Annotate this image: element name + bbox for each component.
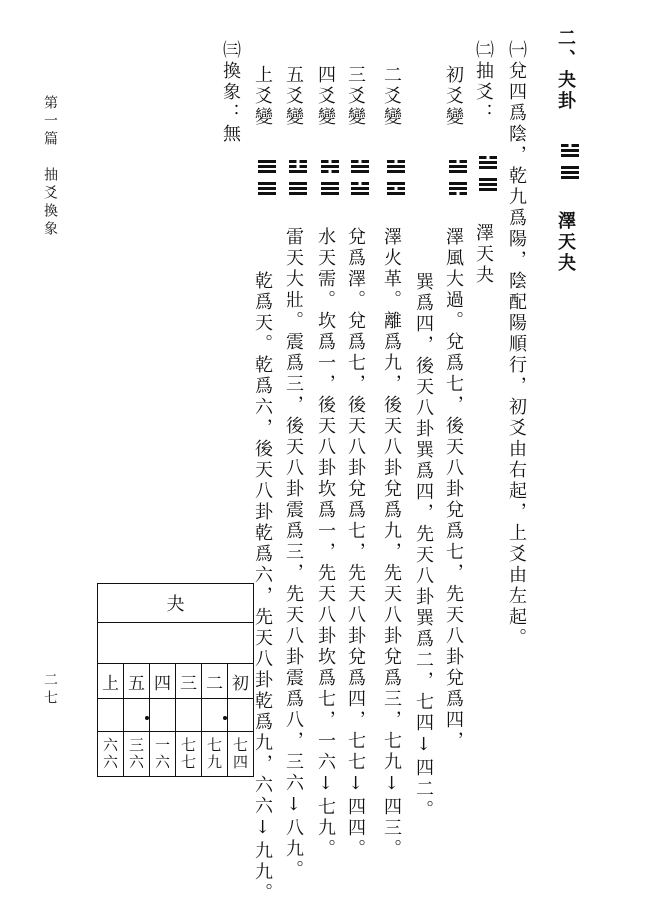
paragraph-2-heading bbox=[473, 40, 497, 286]
hexagram-dui-dui-icon bbox=[351, 158, 369, 197]
change-text: 澤火革。離爲九，後天八卦兌爲九，先天八卦兌爲三，七九↓四三。 bbox=[381, 227, 402, 860]
marker-cell bbox=[202, 699, 228, 732]
position-cell: 二 bbox=[202, 664, 228, 699]
gua-name: 夬卦 bbox=[555, 70, 576, 112]
hexagram-dui-li-icon bbox=[387, 158, 405, 197]
change-label: 初爻變 bbox=[443, 65, 464, 128]
hexagram-dui-qian-icon bbox=[561, 142, 579, 181]
hexagram-zhen-qian-icon bbox=[289, 158, 307, 197]
hexagram-dui-qian-icon bbox=[479, 154, 497, 193]
position-cell: 三 bbox=[176, 664, 202, 699]
marker-cell bbox=[124, 699, 150, 732]
hexagram-qian-qian-icon bbox=[258, 158, 276, 197]
paragraph-marker: ㈢ bbox=[220, 40, 241, 61]
value-cell: 六 六 bbox=[98, 732, 124, 777]
value-cell: 一 六 bbox=[150, 732, 176, 777]
section-heading bbox=[555, 28, 579, 274]
change-line-2 bbox=[381, 65, 405, 860]
value-cell: 三 六 bbox=[124, 732, 150, 777]
marker-cell bbox=[150, 699, 176, 732]
position-cell: 初 bbox=[228, 664, 254, 699]
marker-cell bbox=[98, 699, 124, 732]
value-cell: 七 九 bbox=[202, 732, 228, 777]
change-line-6 bbox=[252, 65, 276, 904]
paragraph-marker: ㈠ bbox=[506, 40, 527, 61]
marker-cell bbox=[176, 699, 202, 732]
paragraph-3 bbox=[220, 40, 240, 145]
change-label: 五爻變 bbox=[283, 65, 304, 128]
change-line-1-cont bbox=[413, 272, 433, 821]
change-text: 乾爲天。乾爲六，後天八卦乾爲六，先天八卦乾爲九，六六↓九九。 bbox=[252, 271, 273, 904]
change-line-5 bbox=[283, 65, 307, 881]
hexagram-title: 澤天夬 bbox=[555, 211, 576, 274]
paragraph-marker: ㈡ bbox=[473, 40, 494, 61]
table-positions-row bbox=[98, 664, 254, 699]
change-line-4 bbox=[315, 65, 339, 860]
part-title: 第一篇 bbox=[42, 95, 58, 149]
table-values-row bbox=[98, 732, 254, 777]
paragraph-text: 兌四爲陰，乾九爲陽，陰配陽順行，初爻由右起，上爻由左起。 bbox=[506, 61, 527, 649]
change-text: 巽爲四，後天八卦巽爲四，先天八卦巽爲二，七四↓四二。 bbox=[413, 272, 434, 821]
marker-cell bbox=[228, 699, 254, 732]
table-marker-row bbox=[98, 699, 254, 732]
paragraph-1 bbox=[506, 40, 526, 649]
position-cell: 五 bbox=[124, 664, 150, 699]
change-text: 水天需。坎爲一，後天八卦坎爲一，先天八卦坎爲七，一六↓七九。 bbox=[315, 227, 336, 860]
dot-icon bbox=[145, 716, 149, 720]
paragraph-label: 抽爻： bbox=[473, 61, 494, 124]
change-text: 雷天大壯。震爲三，後天八卦震爲三，先天八卦震爲八，三六↓八九。 bbox=[283, 227, 304, 881]
running-header bbox=[40, 95, 60, 239]
hexagram-dui-xun-icon bbox=[449, 158, 467, 197]
hexagram-title: 澤天夬 bbox=[473, 223, 494, 286]
position-cell: 四 bbox=[150, 664, 176, 699]
change-label: 上爻變 bbox=[252, 65, 273, 128]
change-text: 兌爲澤。兌爲七，後天八卦兌爲七，先天八卦兌爲四，七七↓四四。 bbox=[345, 227, 366, 860]
change-label: 三爻變 bbox=[345, 65, 366, 128]
change-label: 四爻變 bbox=[315, 65, 336, 128]
yao-change-table bbox=[97, 583, 254, 777]
dot-icon bbox=[223, 716, 227, 720]
hexagram-kan-qian-icon bbox=[321, 158, 339, 197]
table-title: 夬 bbox=[98, 584, 254, 623]
change-text: 澤風大過。兌爲七，後天八卦兌爲七，先天八卦兌爲四， bbox=[443, 227, 464, 752]
change-line-1 bbox=[443, 65, 467, 752]
position-cell: 上 bbox=[98, 664, 124, 699]
page-number: 二七 bbox=[42, 672, 58, 708]
change-line-3 bbox=[345, 65, 369, 860]
chapter-title: 抽爻換象 bbox=[42, 167, 58, 239]
paragraph-text: 換象：無 bbox=[220, 61, 241, 145]
section-number: 二、 bbox=[555, 28, 576, 70]
table-blank-row bbox=[98, 623, 254, 664]
value-cell: 七 七 bbox=[176, 732, 202, 777]
value-cell: 七 四 bbox=[228, 732, 254, 777]
change-label: 二爻變 bbox=[381, 65, 402, 128]
